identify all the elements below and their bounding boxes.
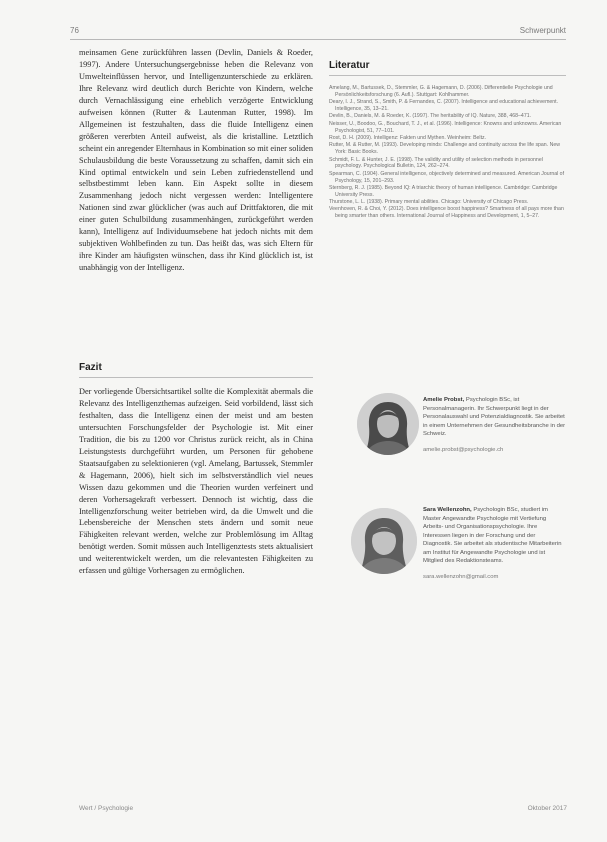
author-description: Psychologin BSc, ist Personalmanagerin. Ihr Schwerpunkt liegt in der Personalauswahl und Potenzialdiagnostik. Sie arbeitet in einem Unternehmen der Gesundheitsbranche in der Schweiz.: [423, 397, 566, 437]
author-bio-wellenzohn: [423, 506, 566, 581]
author-name: Amelie Probst,: [423, 397, 465, 403]
fazit-heading: Fazit: [79, 362, 102, 373]
reference-item: Devlin, B., Daniels, M. & Roeder, K. (1997). The heritability of IQ. Nature, 388, 468–471.: [329, 113, 532, 120]
reference-item: Rutter, M. & Rutter, M. (1993). Developing minds: Challenge and continuity across the life span. New York: Basic Books.: [329, 142, 560, 156]
reference-item: Deary, I. J., Strand, S., Smith, P. & Fernandes, C. (2007). Intelligence and educational achievement. Intelligence, 35, 13–21.: [329, 99, 559, 112]
author-description: Psychologin BSc, studiert im Master Angewandte Psychologie mit Vertiefung Arbeits- und Organisationspsychologie. Ihre Interessen liegen in der Forschung und der Diagnostik. Sie arbeitet als studentische Mitarbeiterin am Institut für Angewandte Psychologie und ist Mitglied des Redaktionsteams.: [423, 507, 562, 564]
author-photo-probst: [357, 393, 419, 455]
reference-item: Spearman, C. (1904). General intelligence, objectively determined and measured. American Journal of Psychology, 15, 201–293.: [329, 170, 565, 184]
author-name: Sara Wellenzohn,: [423, 507, 472, 513]
section-label: Schwerpunkt: [519, 26, 566, 35]
reference-item: Amelang, M., Bartussek, D., Stemmler, G. & Hagemann, D. (2006). Differentielle Psychologie und Persönlichkeitsforschung (6. Aufl.). Stuttgart: Kohlhammer.: [329, 85, 553, 98]
author-bio-probst: [423, 396, 566, 454]
reference-item: Rost, D. H. (2009). Intelligenz: Fakten und Mythen. Weinheim: Beltz.: [329, 134, 487, 141]
author-email: amelie.probst@psychologie.ch: [423, 446, 504, 453]
reference-item: Schmidt, F. L. & Hunter, J. E. (1998). The validity and utility of selection methods in personnel psychology. Psychological Bulletin, 124, 262–274.: [329, 156, 543, 170]
author-email: sara.wellenzohn@gmail.com: [423, 573, 499, 580]
body-continuation: meinsamen Gene zurückführen lassen (Devlin, Daniels & Roeder, 1997). Andere Untersuchungsergebnisse heben die Relevanz von Umwelteinflüssen hervor, und Intelligenzunterschiede zu erklären. Ihre Relevanz wird deutlich durch Berichte von Kindern, welche durch Vernachlässigung eine erheblich verzögerte Entwicklung aufweisen können (Rutter & Lautenman Rutter, 1998). Im Allgemeinen ist festzuhalten, dass die fluide Intelligenz einen größeren vererbten Anteil aufweist, als die kristalline. Letztlich scheint ein anregender Elternhaus in Kombination so mit einer soliden Schulausbildung die beste Voraussetzung zu schaffen, damit sich ein Kind optimal entwickeln und sein Leben zufriedenstellend und selbstbestimmt leben kann. Ein Aspekt sollte in diesem Zusammenhang jedoch nicht vergessen werden: Intelligentere Nationen sind zwar glücklicher (was auch auf Drittfaktoren, die mit einer guten Schulbildung zusammenhängen, zurückgeführt werden kann), Intelligenz auf Individuumsebene hat jedoch nichts mit dem subjektiven Wohlbefinden zu tun. Das heißt das, was sich Eltern für ihre Kinder am häufigsten wünschen, dass ihr Kind glücklich ist, ist unabhängig von der Intelligenz.: [79, 48, 313, 273]
literatur-heading: Literatur: [329, 60, 370, 71]
page-number: 76: [70, 26, 79, 35]
header-rule: [70, 39, 566, 40]
portrait-icon: [357, 393, 419, 455]
literatur-rule: [329, 75, 566, 76]
reference-item: Thurstone, L. L. (1938). Primary mental abilities. Chicago: University of Chicago Press.: [329, 199, 529, 206]
footer-date: Oktober 2017: [527, 805, 567, 812]
footer-publication: Wert / Psychologie: [79, 805, 134, 812]
reference-list: [329, 85, 566, 221]
fazit-text: Der vorliegende Übersichtsartikel sollte die Komplexität abermals die Relevanz des Intelligenzthemas aufzeigen. Seid vorbildend, lässt sich festhalten, dass die Intelligenz einen der meist und am besten untersuchten Forschungsfelder der Psychologie ist. Mit einer Tradition, die bis zu 1200 vor Christus zurück reicht, als in China Leistungstests durchgeführt wurden, um Personen für gehobene Staatsaufgaben zu selektionieren (vgl. Amelang, Bartussek, Stemmler & Hagemann, 2006), hielt sich im selbstverständlich viel neues Wissen dazu gekommen und die Theorien wurden verfeinert und deren Vorhersagekraft verbessert. Dennoch ist wichtig, dass die Intelligenzforschung weiter betrieben wird, da die Umwelt und die Lebensbereiche der Menschen stets ändern und somit neue Fähigkeiten relevant werden, welche zur Problemlösung im Alltag benötigt werden. Somit müssen auch Intelligenztests stets aktualisiert und weiterentwickelt werden, um die relevantesten Fähigkeiten zu erfassen und gültige Vorhersagen zu ermöglichen.: [79, 387, 313, 576]
reference-item: Sternberg, R. J. (1985). Beyond IQ: A triarchic theory of human intelligence. Cambridge: Cambridge University Press.: [329, 184, 558, 198]
author-photo-wellenzohn: [351, 508, 417, 574]
reference-item: Veenhoven, R. & Choi, Y. (2012). Does intelligence boost happiness? Smartness of all pays more than being smarter than others. International Journal of Happiness and Development, 1, 5–27.: [329, 206, 564, 220]
fazit-rule: [79, 377, 313, 378]
portrait-icon: [351, 508, 417, 574]
reference-item: Neisser, U., Boodoo, G., Bouchard, T. J., et al. (1996). Intelligence: Knowns and unknowns. American Psychologist, 51, 77–101.: [329, 120, 562, 134]
